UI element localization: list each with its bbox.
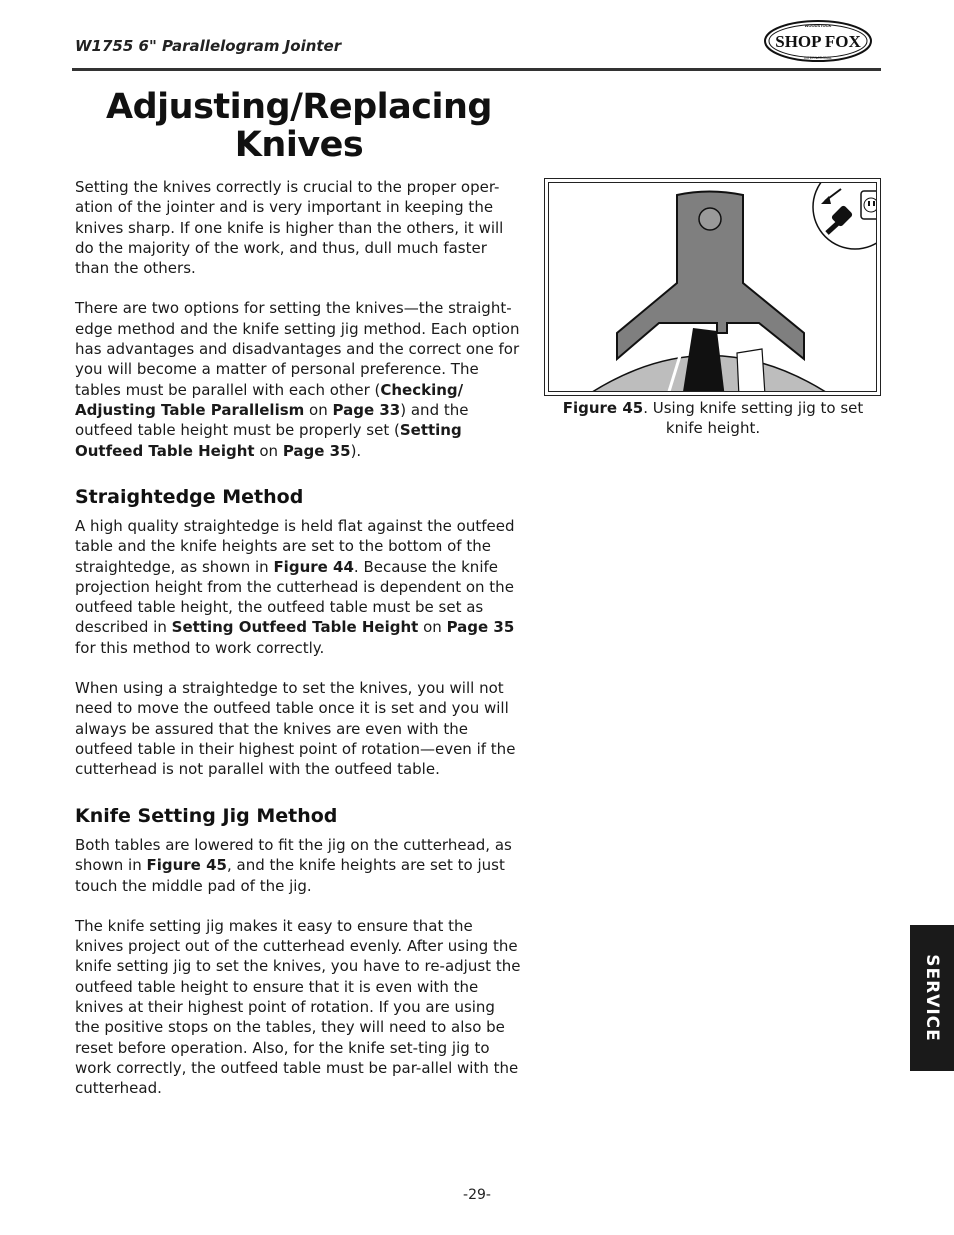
page-title-line1: Adjusting/Replacing bbox=[106, 87, 492, 127]
page-title-line2: Knives bbox=[234, 125, 364, 165]
straightedge-paragraph-2: When using a straightedge to set the knives, you will not need to move the outfeed table once it is set and you will always be assured that the knives are even with the outfeed table in their highest point of rotation—even if the cutterhead is not parallel with the outfeed table. bbox=[75, 679, 516, 779]
section-tab bbox=[910, 925, 954, 1071]
header-divider bbox=[72, 68, 881, 71]
jig-paragraph-1: Both tables are lowered to fit the jig on the cutterhead, as shown in Figure 45, and the knife heights are set to just touch the middle pad of the jig. bbox=[75, 836, 512, 895]
ref-page-35: Page 35 bbox=[282, 441, 351, 460]
intro-paragraph-1: Setting the knives correctly is crucial to the proper oper-ation of the jointer and is very important in keeping the knives sharp. If one knife is higher than the others, it will do the majority of the work, and thus, dull much faster than the others. bbox=[75, 178, 504, 278]
shop-fox-logo bbox=[763, 18, 873, 64]
figure-illustration bbox=[548, 182, 877, 392]
logo-small-top: WOODSTOCK bbox=[804, 23, 832, 28]
ref-outfeed-height: Setting Outfeed Table Height bbox=[75, 421, 462, 460]
straightedge-section bbox=[75, 516, 523, 780]
page-number: -29- bbox=[463, 1187, 491, 1203]
unplug-icon bbox=[813, 183, 877, 249]
straightedge-paragraph-1: A high quality straightedge is held flat against the outfeed table and the knife heights are set to the bottom of the straightedge, as shown in Figure 44. Because the knife projection height from the cutterhead is dependent on the outfeed table height, the outfeed table must be set as described in Setting Outfeed Table Height on Page 35 for this method to work correctly. bbox=[75, 517, 515, 657]
logo-small-bottom: INTERNATIONAL bbox=[804, 56, 832, 60]
figure-caption: Figure 45. Using knife setting jig to set knife height. bbox=[562, 399, 864, 438]
link-table-parallelism: Checking/ Adjusting Table Parallelism bbox=[75, 380, 464, 419]
logo-text: SHOP FOX bbox=[775, 32, 861, 51]
jig-hole bbox=[699, 208, 721, 230]
knife-jig-illustration bbox=[549, 183, 877, 392]
jig-paragraph-2: The knife setting jig makes it easy to ensure that the knives project out of the cutterhead evenly. After using the knife setting jig to set the knives, you have to re-adjust the outfeed table height to ensure that it is even with the knives at their highest point of rotation. If you are using the positive stops on the tables, they will need to also be reset before operation. Also, for the knife set-ting jig to work correctly, the outfeed table must be par-allel with the cutterhead. bbox=[75, 916, 521, 1098]
ref-page-33: Page 33 bbox=[332, 400, 401, 419]
figure-45 bbox=[544, 178, 881, 396]
straightedge-heading: Straightedge Method bbox=[75, 486, 304, 508]
intro-section bbox=[75, 177, 523, 461]
document-title: W1755 6" Parallelogram Jointer bbox=[75, 37, 342, 55]
page-title bbox=[75, 88, 523, 164]
jig-heading: Knife Setting Jig Method bbox=[75, 805, 338, 827]
figure-label: Figure 45 bbox=[562, 399, 644, 417]
jig-section bbox=[75, 835, 523, 1099]
section-tab-label: SERVICE bbox=[922, 954, 942, 1042]
intro-paragraph-2: There are two options for setting the knives—the straight-edge method and the knife setting jig method. Each option has advantages and disadvantages and the correct one for you will become a matter of personal preference. The tables must be parallel with each other (Checking/ Adjusting Table Parallelism on Page 33) and the outfeed table height must be properly set (Setting Outfeed Table Height on Page 35). bbox=[75, 299, 520, 460]
